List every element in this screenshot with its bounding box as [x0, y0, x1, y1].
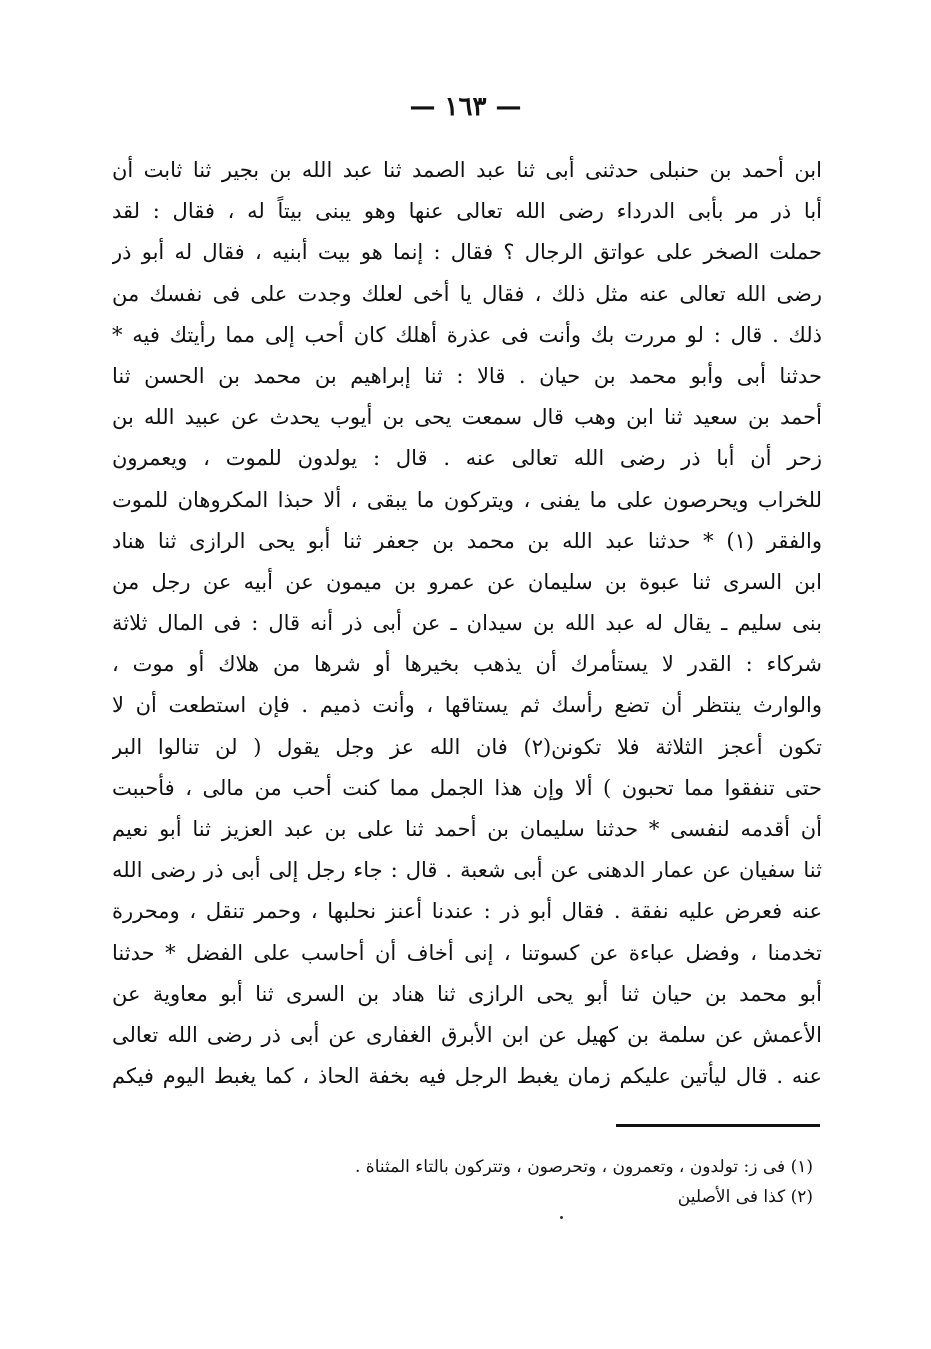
text-line: ابن السرى ثنا عبوة بن سليمان عن عمرو بن ميمون عن أبيه عن رجل من	[112, 569, 822, 594]
text-line: أن أقدمه لنفسى * حدثنا سليمان بن أحمد ثنا على بن عبد العزيز ثنا أبو نعيم	[112, 817, 822, 841]
text-line: والوارث ينتظر أن تضع رأسك ثم يستاقها ، وأنت ذميم . فإن استطعت أن لا	[112, 693, 822, 718]
print-speck	[560, 1216, 563, 1219]
footnote-1: (١) فى ز: تولدون ، وتعمرون ، وتحرصون ، وتتركون بالتاء المثناة .	[355, 1157, 813, 1177]
text-line: ثنا سفيان عن عمار الدهنى عن أبى شعبة . قال : جاء رجل إلى أبى ذر رضى الله	[112, 858, 822, 883]
footnote-2: (٢) كذا فى الأصلين	[677, 1187, 813, 1207]
text-line: تكون أعجز الثلاثة فلا تكونن(٢) فان الله عز وجل يقول ( لن تنالوا البر	[112, 734, 822, 759]
text-line: أبا ذر مر بأبى الدرداء رضى الله تعالى عنها وهو يبنى بيتاً له ، فقال : لقد	[112, 199, 822, 224]
text-line: أحمد بن سعيد ثنا ابن وهب قال سمعت يحى بن أيوب يحدث عن عبيد الله بن	[112, 405, 822, 430]
main-text	[112, 150, 822, 1097]
text-line: حتى تنفقوا مما تحبون ) ألا وإن هذا الجمل مما كنت أحب من مالى ، فأحببت	[112, 775, 822, 800]
text-line: عنه فعرض عليه نفقة . فقال أبو ذر : عندنا أعنز نحلبها ، وحمر تنقل ، ومحررة	[112, 899, 822, 924]
text-line: والفقر (١) * حدثنا عبد الله بن محمد بن جعفر ثنا أبو يحى الرازى ثنا هناد	[112, 528, 822, 553]
text-line: زحر أن أبا ذر رضى الله تعالى عنه . قال : يولدون للموت ، ويعمرون	[112, 446, 822, 471]
text-line: حملت الصخر على عواتق الرجال ؟ فقال : إنما هو بيت أبنيه ، فقال له أبو ذر	[112, 240, 822, 265]
text-line: أبو محمد بن حيان ثنا أبو يحى الرازى ثنا هناد بن السرى ثنا أبو معاوية عن	[112, 981, 822, 1006]
text-line: حدثنا أبى وأبو محمد بن حيان . قالا : ثنا إبراهيم بن محمد بن الحسن ثنا	[112, 363, 822, 388]
text-line: ذلك . قال : لو مررت بك وأنت فى عذرة أهلك كان أحب إلى مما رأيتك فيه *	[112, 322, 822, 347]
page-number: — ١٦٣ —	[409, 92, 522, 122]
footnotes	[253, 1152, 813, 1212]
text-line: للخراب ويحرصون على ما يفنى ، ويتركون ما يبقى ، ألا حبذا المكروهان للموت	[112, 487, 822, 512]
footnote-separator	[616, 1124, 820, 1127]
text-line: تخدمنا ، وفضل عباءة عن كسوتنا ، إنى أخاف أن أحاسب على الفضل * حدثنا	[112, 940, 822, 965]
text-line: ابن أحمد بن حنبلى حدثنى أبى ثنا عبد الصمد ثنا عبد الله بن بجير ثنا ثابت أن	[112, 158, 822, 182]
text-line: الأعمش عن سلمة بن كهيل عن ابن الأبرق الغفارى عن أبى ذر رضى الله تعالى	[112, 1022, 822, 1047]
text-line: رضى الله تعالى عنه مثل ذلك ، فقال يا أخى لعلك وجدت على فى نفسك من	[112, 281, 822, 306]
text-line: بنى سليم ـ يقال له عبد الله بن سيدان ـ عن أبى ذر أنه قال : فى المال ثلاثة	[112, 611, 822, 636]
text-line: شركاء : القدر لا يستأمرك أن يذهب بخيرها أو شرها من هلاك أو موت ،	[112, 652, 822, 677]
text-line: عنه . قال ليأتين عليكم زمان يغبط الرجل فيه بخفة الحاذ ، كما يغبط اليوم فيكم	[112, 1064, 822, 1089]
